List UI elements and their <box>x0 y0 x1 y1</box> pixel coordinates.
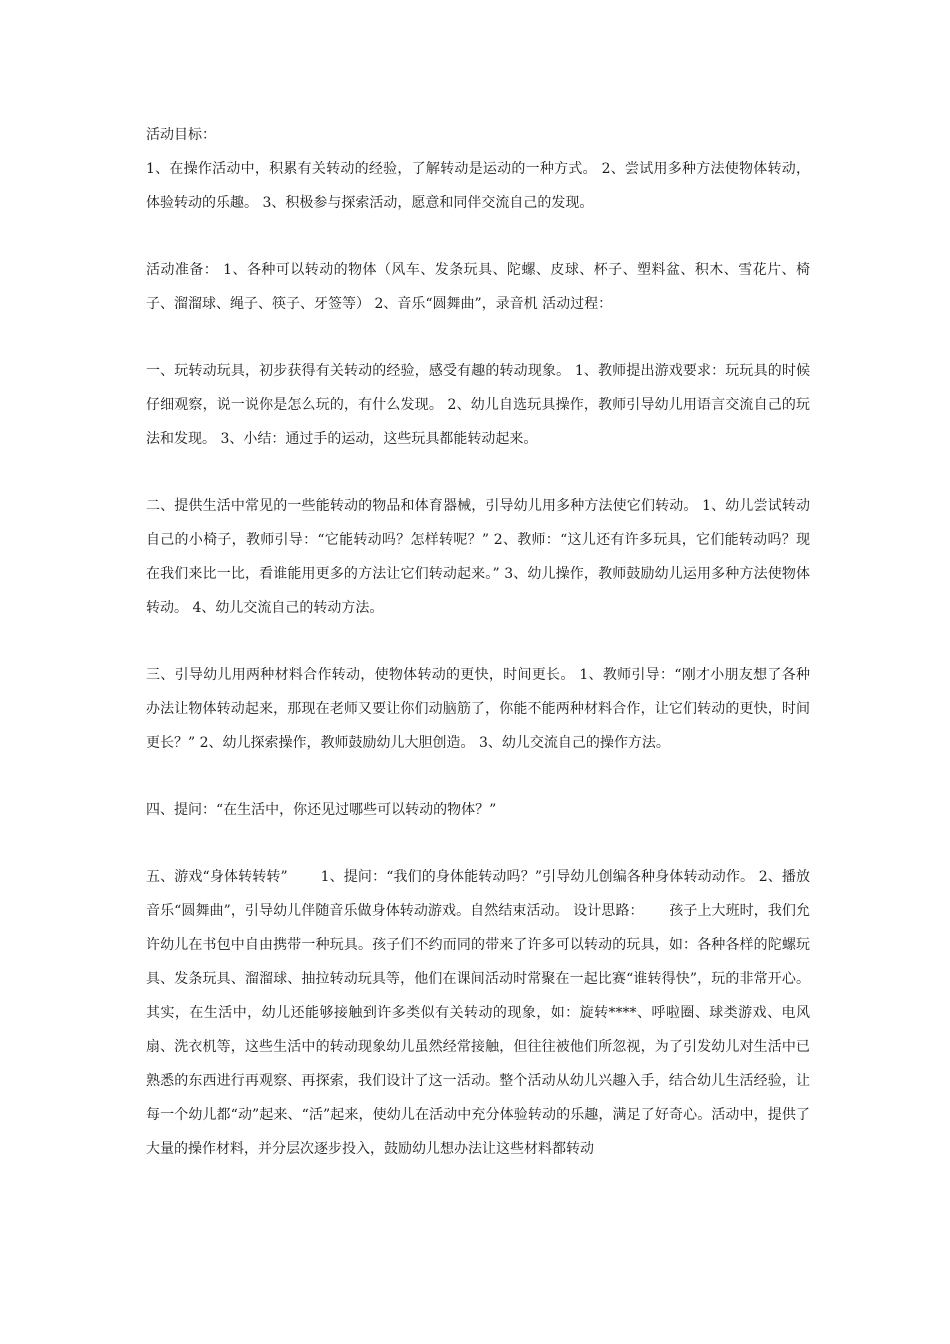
paragraph-spacer <box>146 456 810 489</box>
paragraph-spacer <box>146 625 810 658</box>
goals-paragraph: 1、在操作活动中，积累有关转动的经验，了解转动是运动的一种方式。 2、尝试用多种方法使物体转动，体验转动的乐趣。 3、积极参与探索活动，愿意和同伴交流自己的发现。 <box>146 161 810 211</box>
preparation-paragraph: 活动准备： 1、各种可以转动的物体（风车、发条玩具、陀螺、皮球、杯子、塑料盆、积木、雪花片、椅子、溜溜球、绳子、筷子、牙签等） 2、音乐“圆舞曲”，录音机 活动过程： <box>146 262 810 312</box>
paragraph-spacer <box>146 827 810 860</box>
document-body <box>146 118 810 1166</box>
paragraph-spacer <box>146 321 810 354</box>
step-two-paragraph: 二、提供生活中常见的一些能转动的物品和体育器械，引导幼儿用多种方法使它们转动。 1、幼儿尝试转动自己的小椅子，教师引导：“它能转动吗？怎样转呢？” 2、教师：“这儿还有许多玩具，它们能转动吗？现在我们来比一比，看谁能用更多的方法让它们转动起来。” 3、幼儿操作，教师鼓励幼儿运用多种方法使物体转动。 4、幼儿交流自己的转动方法。 <box>146 498 810 616</box>
paragraph-spacer <box>146 760 810 793</box>
step-four-paragraph: 四、提问：“在生活中，你还见过哪些可以转动的物体？” <box>146 802 497 818</box>
step-one-paragraph: 一、玩转动玩具，初步获得有关转动的经验，感受有趣的转动现象。 1、教师提出游戏要求：玩玩具的时候仔细观察，说一说你是怎么玩的，有什么发现。 2、幼儿自选玩具操作，教师引导幼儿用语言交流自己的玩法和发现。 3、小结：通过手的运动，这些玩具都能转动起来。 <box>146 363 810 447</box>
step-five-paragraph: 五、游戏“身体转转转” 1、提问：“我们的身体能转动吗？”引导幼儿创编各种身体转动动作。 2、播放音乐“圆舞曲”，引导幼儿伴随音乐做身体转动游戏。自然结束活动。 设计思路： 孩子上大班时，我们允许幼儿在书包中自由携带一种玩具。孩子们不约而同的带来了许多可以转动的玩具，如：各种各样的陀螺玩具、发条玩具、溜溜球、抽拉转动玩具等，他们在课间活动时常聚在一起比赛“谁转得快”，玩的非常开心。其实，在生活中，幼儿还能够接触到许多类似有关转动的现象，如：旋转****、呼啦圈、球类游戏、电风扇、洗衣机等，这些生活中的转动现象幼儿虽然经常接触，但往往被他们所忽视，为了引发幼儿对生活中已熟悉的东西进行再观察、再探索，我们设计了这一活动。整个活动从幼儿兴趣入手，结合幼儿生活经验，让每一个幼儿都“动”起来、“活”起来，使幼儿在活动中充分体验转动的乐趣，满足了好奇心。活动中，提供了大量的操作材料，并分层次逐步投入，鼓励幼儿想办法让这些材料都转动 <box>146 869 810 1157</box>
paragraph-spacer <box>146 220 810 253</box>
step-three-paragraph: 三、引导幼儿用两种材料合作转动，使物体转动的更快，时间更长。 1、教师引导：“刚才小朋友想了各种办法让物体转动起来，那现在老师又要让你们动脑筋了，你能不能两种材料合作，让它们转动的更快，时间更长？” 2、幼儿探索操作，教师鼓励幼儿大胆创造。 3、幼儿交流自己的操作方法。 <box>146 667 810 751</box>
goals-heading: 活动目标： <box>146 127 216 143</box>
